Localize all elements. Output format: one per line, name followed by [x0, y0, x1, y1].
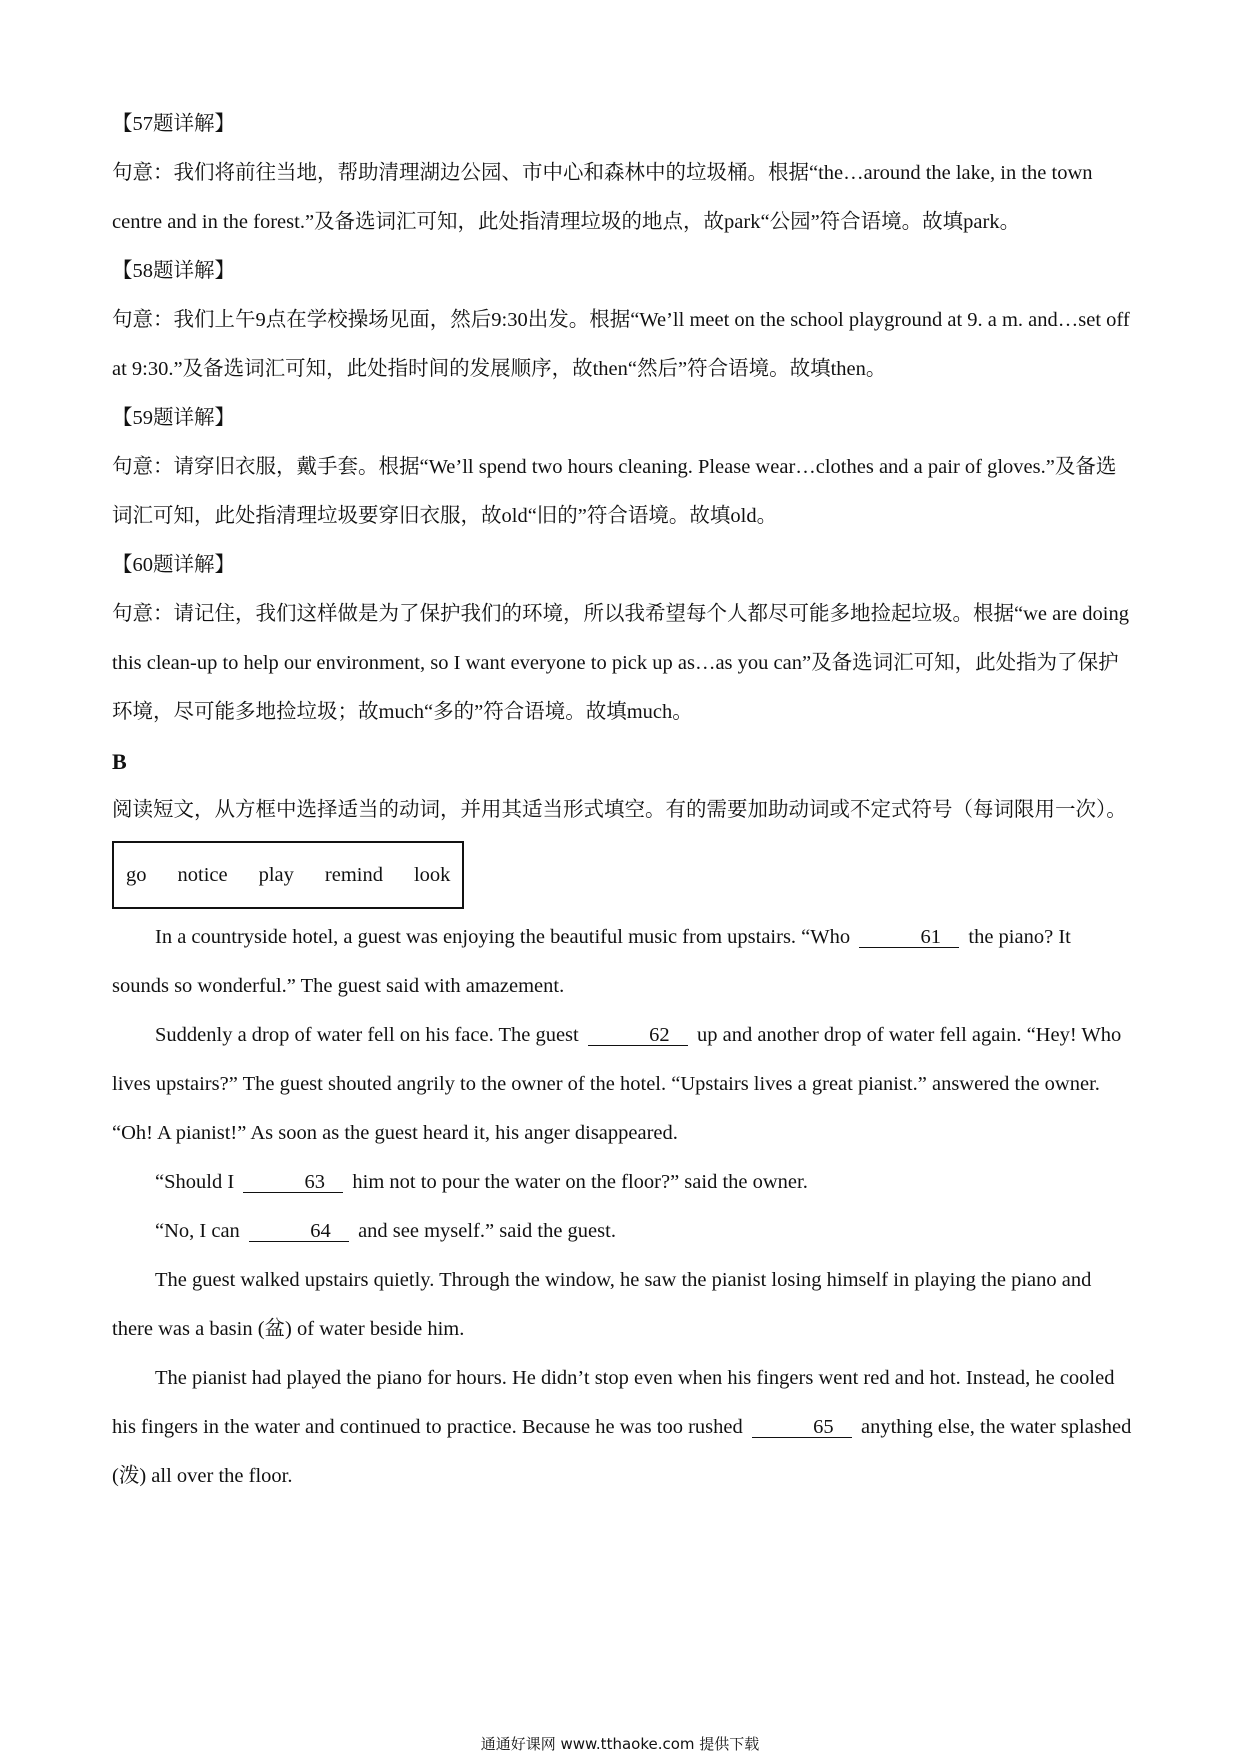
section-59-body: 句意：请穿旧衣服，戴手套。根据“We’ll spend two hours cleaning. Please wear…clothes and a pair of gloves.”及备选词汇可知，此处指清理垃圾要穿旧衣服，故old“旧的”符合语境。故填old。: [112, 456, 1117, 527]
part-b-label: B: [112, 749, 127, 774]
blank-65[interactable]: 65: [752, 1417, 852, 1438]
section-58-heading: 【58题详解】: [112, 260, 235, 282]
story-text: The pianist had played the piano for hours. He didn’t stop even when his fingers went red and hot. Instead, he cooled his fingers in the water and continued to practice. Because he was too rushed: [112, 1367, 1115, 1438]
story-text: “No, I can: [155, 1220, 240, 1242]
word-bank-item: notice: [177, 863, 228, 886]
word-bank-item: go: [126, 863, 147, 886]
section-57-heading: 【57题详解】: [112, 113, 235, 135]
blank-62[interactable]: 62: [588, 1025, 688, 1046]
word-bank-item: play: [258, 863, 294, 886]
blank-63[interactable]: 63: [243, 1172, 343, 1193]
story-text: up and another drop of water fell again. “Hey! Who lives upstairs?” The guest shouted angrily to the owner of the hotel. “Upstairs lives a great pianist.” answered the owner. “Oh! A pianist!” As soon as the guest heard it, his anger disappeared.: [112, 1024, 1122, 1144]
section-59-heading: 【59题详解】: [112, 407, 235, 429]
story-paragraph-4: [112, 1207, 1132, 1256]
story-paragraph-3: [112, 1158, 1132, 1207]
word-bank-box: [112, 841, 464, 909]
document-page: [112, 100, 1132, 1501]
blank-64[interactable]: 64: [249, 1221, 349, 1242]
word-bank-item: remind: [324, 863, 383, 886]
part-b-instruction: 阅读短文，从方框中选择适当的动词，并用其适当形式填空。有的需要加助动词或不定式符号（每词限用一次）。: [112, 799, 1127, 821]
section-60-heading: 【60题详解】: [112, 554, 235, 576]
page-footer: 通通好课网 www.tthaoke.com 提供下载: [480, 1735, 760, 1753]
section-57-body: 句意：我们将前往当地，帮助清理湖边公园、市中心和森林中的垃圾桶。根据“the…around the lake, in the town centre and in the forest.”及备选词汇可知，此处指清理垃圾的地点，故park“公园”符合语境。故填park。: [112, 162, 1093, 233]
story-paragraph-2: [112, 1011, 1132, 1158]
word-bank-item: look: [413, 863, 451, 886]
story-text: “Should I: [155, 1171, 235, 1193]
story-text: Suddenly a drop of water fell on his face. The guest: [155, 1024, 579, 1046]
section-60-body: 句意：请记住，我们这样做是为了保护我们的环境，所以我希望每个人都尽可能多地捡起垃圾。根据“we are doing this clean-up to help our environment, so I want everyone to pick up as…as you can”及备选词汇可知，此处指为了保护环境，尽可能多地捡垃圾；故much“多的”符合语境。故填much。: [112, 603, 1129, 723]
story-paragraph-1: [112, 913, 1132, 1011]
story-text: In a countryside hotel, a guest was enjoying the beautiful music from upstairs. “Who: [155, 926, 851, 948]
story-paragraph-6: [112, 1354, 1132, 1501]
story-text: him not to pour the water on the floor?” said the owner.: [352, 1171, 808, 1193]
story-text: anything else, the water splashed (泼) all over the floor.: [112, 1416, 1132, 1487]
story-text: and see myself.” said the guest.: [358, 1220, 616, 1242]
story-text: the piano? It sounds so wonderful.” The guest said with amazement.: [112, 926, 1071, 997]
blank-61[interactable]: 61: [859, 927, 959, 948]
story-paragraph-5: The guest walked upstairs quietly. Through the window, he saw the pianist losing himself in playing the piano and there was a basin (盆) of water beside him.: [112, 1269, 1092, 1340]
section-58-body: 句意：我们上午9点在学校操场见面，然后9:30出发。根据“We’ll meet on the school playground at 9. a m. and…set off at 9:30.”及备选词汇可知，此处指时间的发展顺序，故then“然后”符合语境。故填then。: [112, 309, 1130, 380]
